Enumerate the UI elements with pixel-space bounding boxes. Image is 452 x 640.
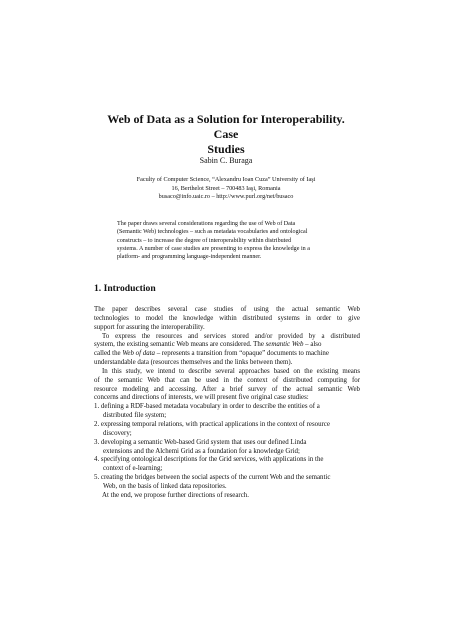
- list-item: 4. specifying ontological descriptions for the Grid services, with applications in the: [94, 456, 324, 464]
- paragraph-line: called the Web of data – represents a transition from “opaque” documents to machine: [94, 350, 329, 358]
- title-line: Studies: [207, 142, 245, 156]
- list-item: 2. expressing temporal relations, with practical applications in the context of resource: [94, 420, 330, 428]
- list-item: 1. defining a RDF-based metadata vocabulary in order to describe the entities of a: [94, 403, 320, 411]
- list-item-continuation: extensions and the Alchemi Grid as a foundation for a knowledge Grid;: [103, 447, 300, 455]
- abstract: [117, 220, 335, 261]
- paragraph-line: In this study, we intend to describe several approaches based on the existing means: [102, 367, 360, 375]
- paragraph-line: The paper describes several case studies of using the actual semantic Web: [94, 306, 360, 313]
- paragraph-line: system, the existing semantic Web means are considered. The semantic Web – also: [94, 341, 322, 349]
- paragraph-line: resource modeling and accessing. After a brief survey of the actual semantic Web: [94, 385, 360, 393]
- paragraph-line: of the semantic Web that can be used in the context of distributed computing for: [94, 376, 360, 384]
- list-item-continuation: Web, on the basis of linked data repositories.: [103, 482, 227, 490]
- affiliation-contact: busaco@info.uaic.ro – http://www.purl.org/net/busaco: [158, 193, 294, 201]
- emphasis-term: Web of data: [122, 350, 155, 358]
- abstract-line: systems. A number of case studies are presenting to express the knowledge in a: [117, 245, 310, 252]
- list-item-continuation: discovery;: [103, 429, 132, 437]
- list-item: 5. creating the bridges between the social aspects of the current Web and the semantic: [94, 474, 331, 482]
- abstract-line: The paper draws several considerations regarding the use of Web of Data: [117, 221, 296, 227]
- affiliation: [96, 176, 356, 202]
- closing-line: At the end, we propose further directions of research.: [102, 491, 249, 499]
- section-body: [94, 306, 360, 501]
- paper-title: [96, 112, 356, 157]
- abstract-line: (Semantic Web) technologies – such as metadata vocabularies and ontological: [117, 229, 308, 236]
- section-heading: 1. Introduction: [94, 283, 156, 294]
- paragraph-line: technologies to model the knowledge within distributed systems in order to give: [94, 314, 360, 322]
- emphasis-term: semantic Web: [265, 341, 304, 349]
- title-line: Web of Data as a Solution for Interoperability. Case: [107, 112, 345, 141]
- paragraph-line: concerns and directions of interests, we will present five original case studies:: [94, 394, 309, 402]
- list-item-continuation: context of e-learning;: [103, 465, 163, 473]
- paragraph-line: support for assuring the interoperability.: [94, 323, 205, 331]
- abstract-line: constructs – to increase the degree of interoperability within distributed: [117, 237, 292, 244]
- list-item-continuation: distributed file system;: [103, 412, 167, 420]
- list-item: 3. developing a semantic Web-based Grid system that uses our defined Linda: [94, 438, 307, 446]
- paragraph-line: To express the resources and services stored and/or provided by a distributed: [102, 332, 360, 340]
- abstract-line: platform- and programming language-independent manner.: [117, 254, 262, 261]
- affiliation-line: 16, Berthelot Street – 700483 Iaşi, Romania: [171, 184, 281, 192]
- paragraph-line: understandable data (resources themselves and the links between them).: [94, 359, 293, 367]
- affiliation-line: Faculty of Computer Science, “Alexandru Ioan Cuza” University of Iaşi: [136, 176, 316, 183]
- author-name: Sabin C. Buraga: [199, 156, 253, 165]
